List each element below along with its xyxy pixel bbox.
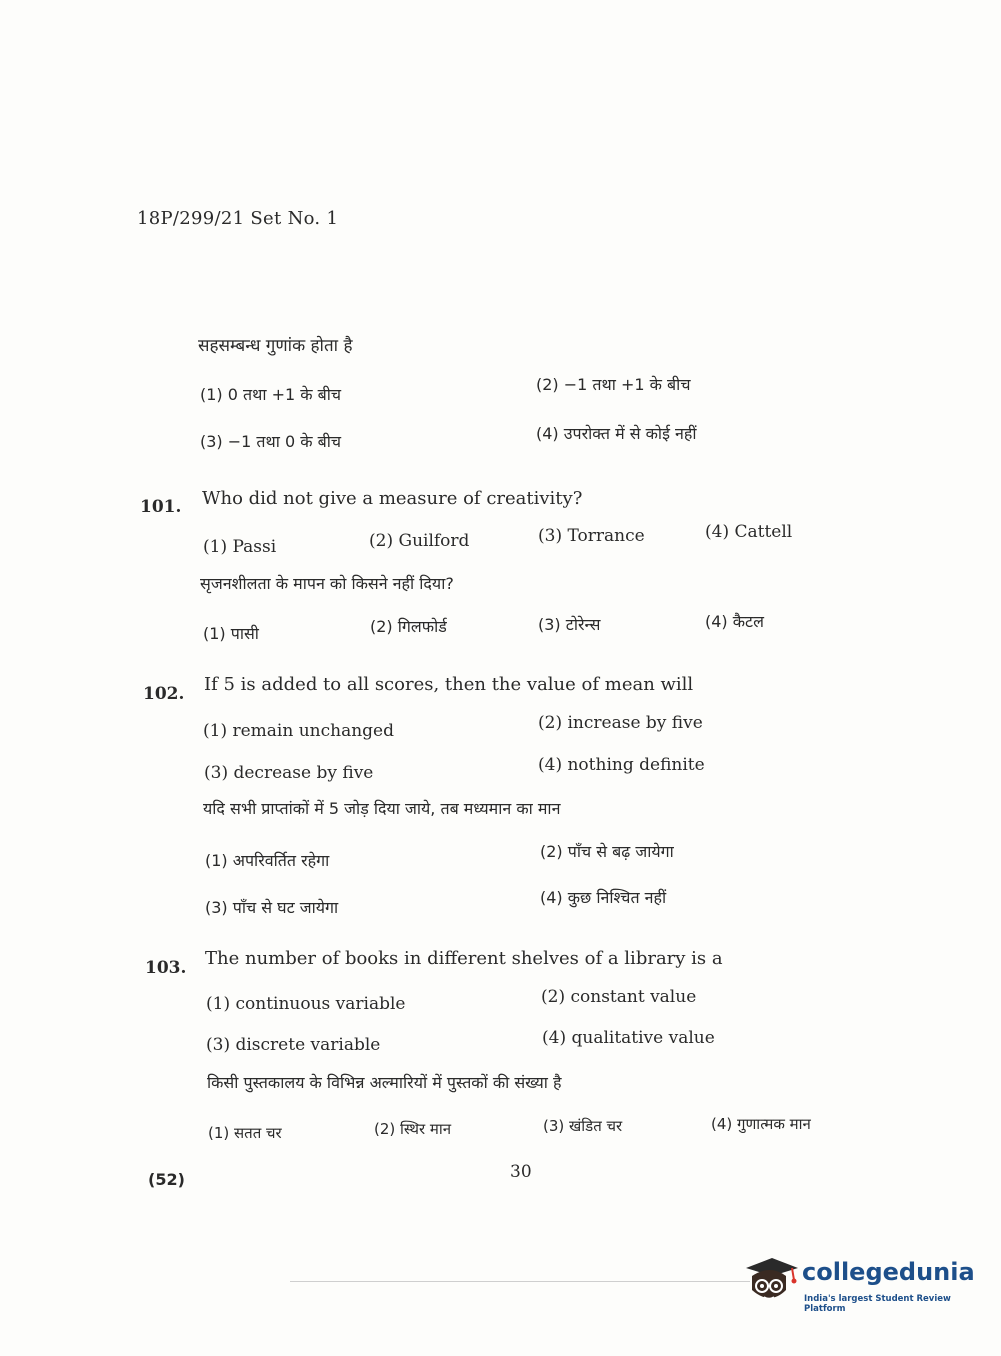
q100-option-2-hindi: (2) −1 तथा +1 के बीच [536, 375, 691, 394]
q101-option-1-hindi: (1) पासी [203, 624, 259, 643]
q103-option-2-hindi: (2) स्थिर मान [374, 1120, 452, 1138]
question-103-text: The number of books in different shelves of a library is a [205, 948, 723, 969]
document-header: 18P/299/21 Set No. 1 [137, 208, 339, 229]
collegedunia-logo [740, 1250, 975, 1314]
q103-option-4: (4) qualitative value [542, 1028, 715, 1048]
question-101-text: Who did not give a measure of creativity? [202, 488, 583, 509]
question-103-number: 103. [145, 958, 187, 978]
question-101-number: 101. [140, 497, 182, 517]
q100-option-4-hindi: (4) उपरोक्त में से कोई नहीं [536, 424, 697, 443]
question-102-text-hindi: यदि सभी प्राप्तांकों में 5 जोड़ दिया जाये, तब मध्यमान का मान [203, 799, 561, 818]
q102-option-3: (3) decrease by five [204, 763, 374, 783]
question-101-text-hindi: सृजनशीलता के मापन को किसने नहीं दिया? [200, 574, 454, 593]
q102-option-3-hindi: (3) पाँच से घट जायेगा [205, 898, 339, 917]
logo-tagline: India's largest Student Review Platform [804, 1294, 951, 1314]
q103-option-1: (1) continuous variable [206, 994, 406, 1014]
logo-name: collegedunia [802, 1258, 975, 1286]
page-code: (52) [148, 1170, 185, 1189]
q103-option-1-hindi: (1) सतत चर [208, 1124, 282, 1142]
page-number: 30 [510, 1162, 532, 1182]
q103-option-3-hindi: (3) खंडित चर [543, 1117, 623, 1135]
q100-option-1-hindi: (1) 0 तथा +1 के बीच [200, 385, 342, 404]
q102-option-4: (4) nothing definite [538, 755, 705, 775]
q103-option-4-hindi: (4) गुणात्मक मान [711, 1115, 811, 1133]
question-102-number: 102. [143, 684, 185, 704]
question-100-text-hindi: सहसम्बन्ध गुणांक होता है [198, 336, 353, 356]
q101-option-3-hindi: (3) टोरेन्स [538, 615, 601, 634]
footer-divider [290, 1281, 750, 1282]
q101-option-4: (4) Cattell [705, 522, 793, 542]
q103-option-3: (3) discrete variable [206, 1035, 381, 1055]
q102-option-2: (2) increase by five [538, 713, 703, 733]
q101-option-2: (2) Guilford [369, 531, 470, 551]
q101-option-2-hindi: (2) गिलफोर्ड [370, 617, 447, 636]
question-102-text: If 5 is added to all scores, then the value of mean will [204, 674, 694, 695]
q101-option-1: (1) Passi [203, 537, 277, 557]
q102-option-1: (1) remain unchanged [203, 721, 394, 741]
q103-option-2: (2) constant value [541, 987, 697, 1007]
q101-option-3: (3) Torrance [538, 526, 645, 546]
q101-option-4-hindi: (4) कैटल [705, 612, 764, 631]
student-mascot-icon [740, 1254, 800, 1310]
q102-option-1-hindi: (1) अपरिवर्तित रहेगा [205, 851, 330, 870]
q102-option-2-hindi: (2) पाँच से बढ़ जायेगा [540, 842, 674, 861]
question-103-text-hindi: किसी पुस्तकालय के विभिन्न अल्मारियों में पुस्तकों की संख्या है [207, 1073, 562, 1092]
q100-option-3-hindi: (3) −1 तथा 0 के बीच [200, 432, 342, 451]
q102-option-4-hindi: (4) कुछ निश्चित नहीं [540, 888, 667, 907]
